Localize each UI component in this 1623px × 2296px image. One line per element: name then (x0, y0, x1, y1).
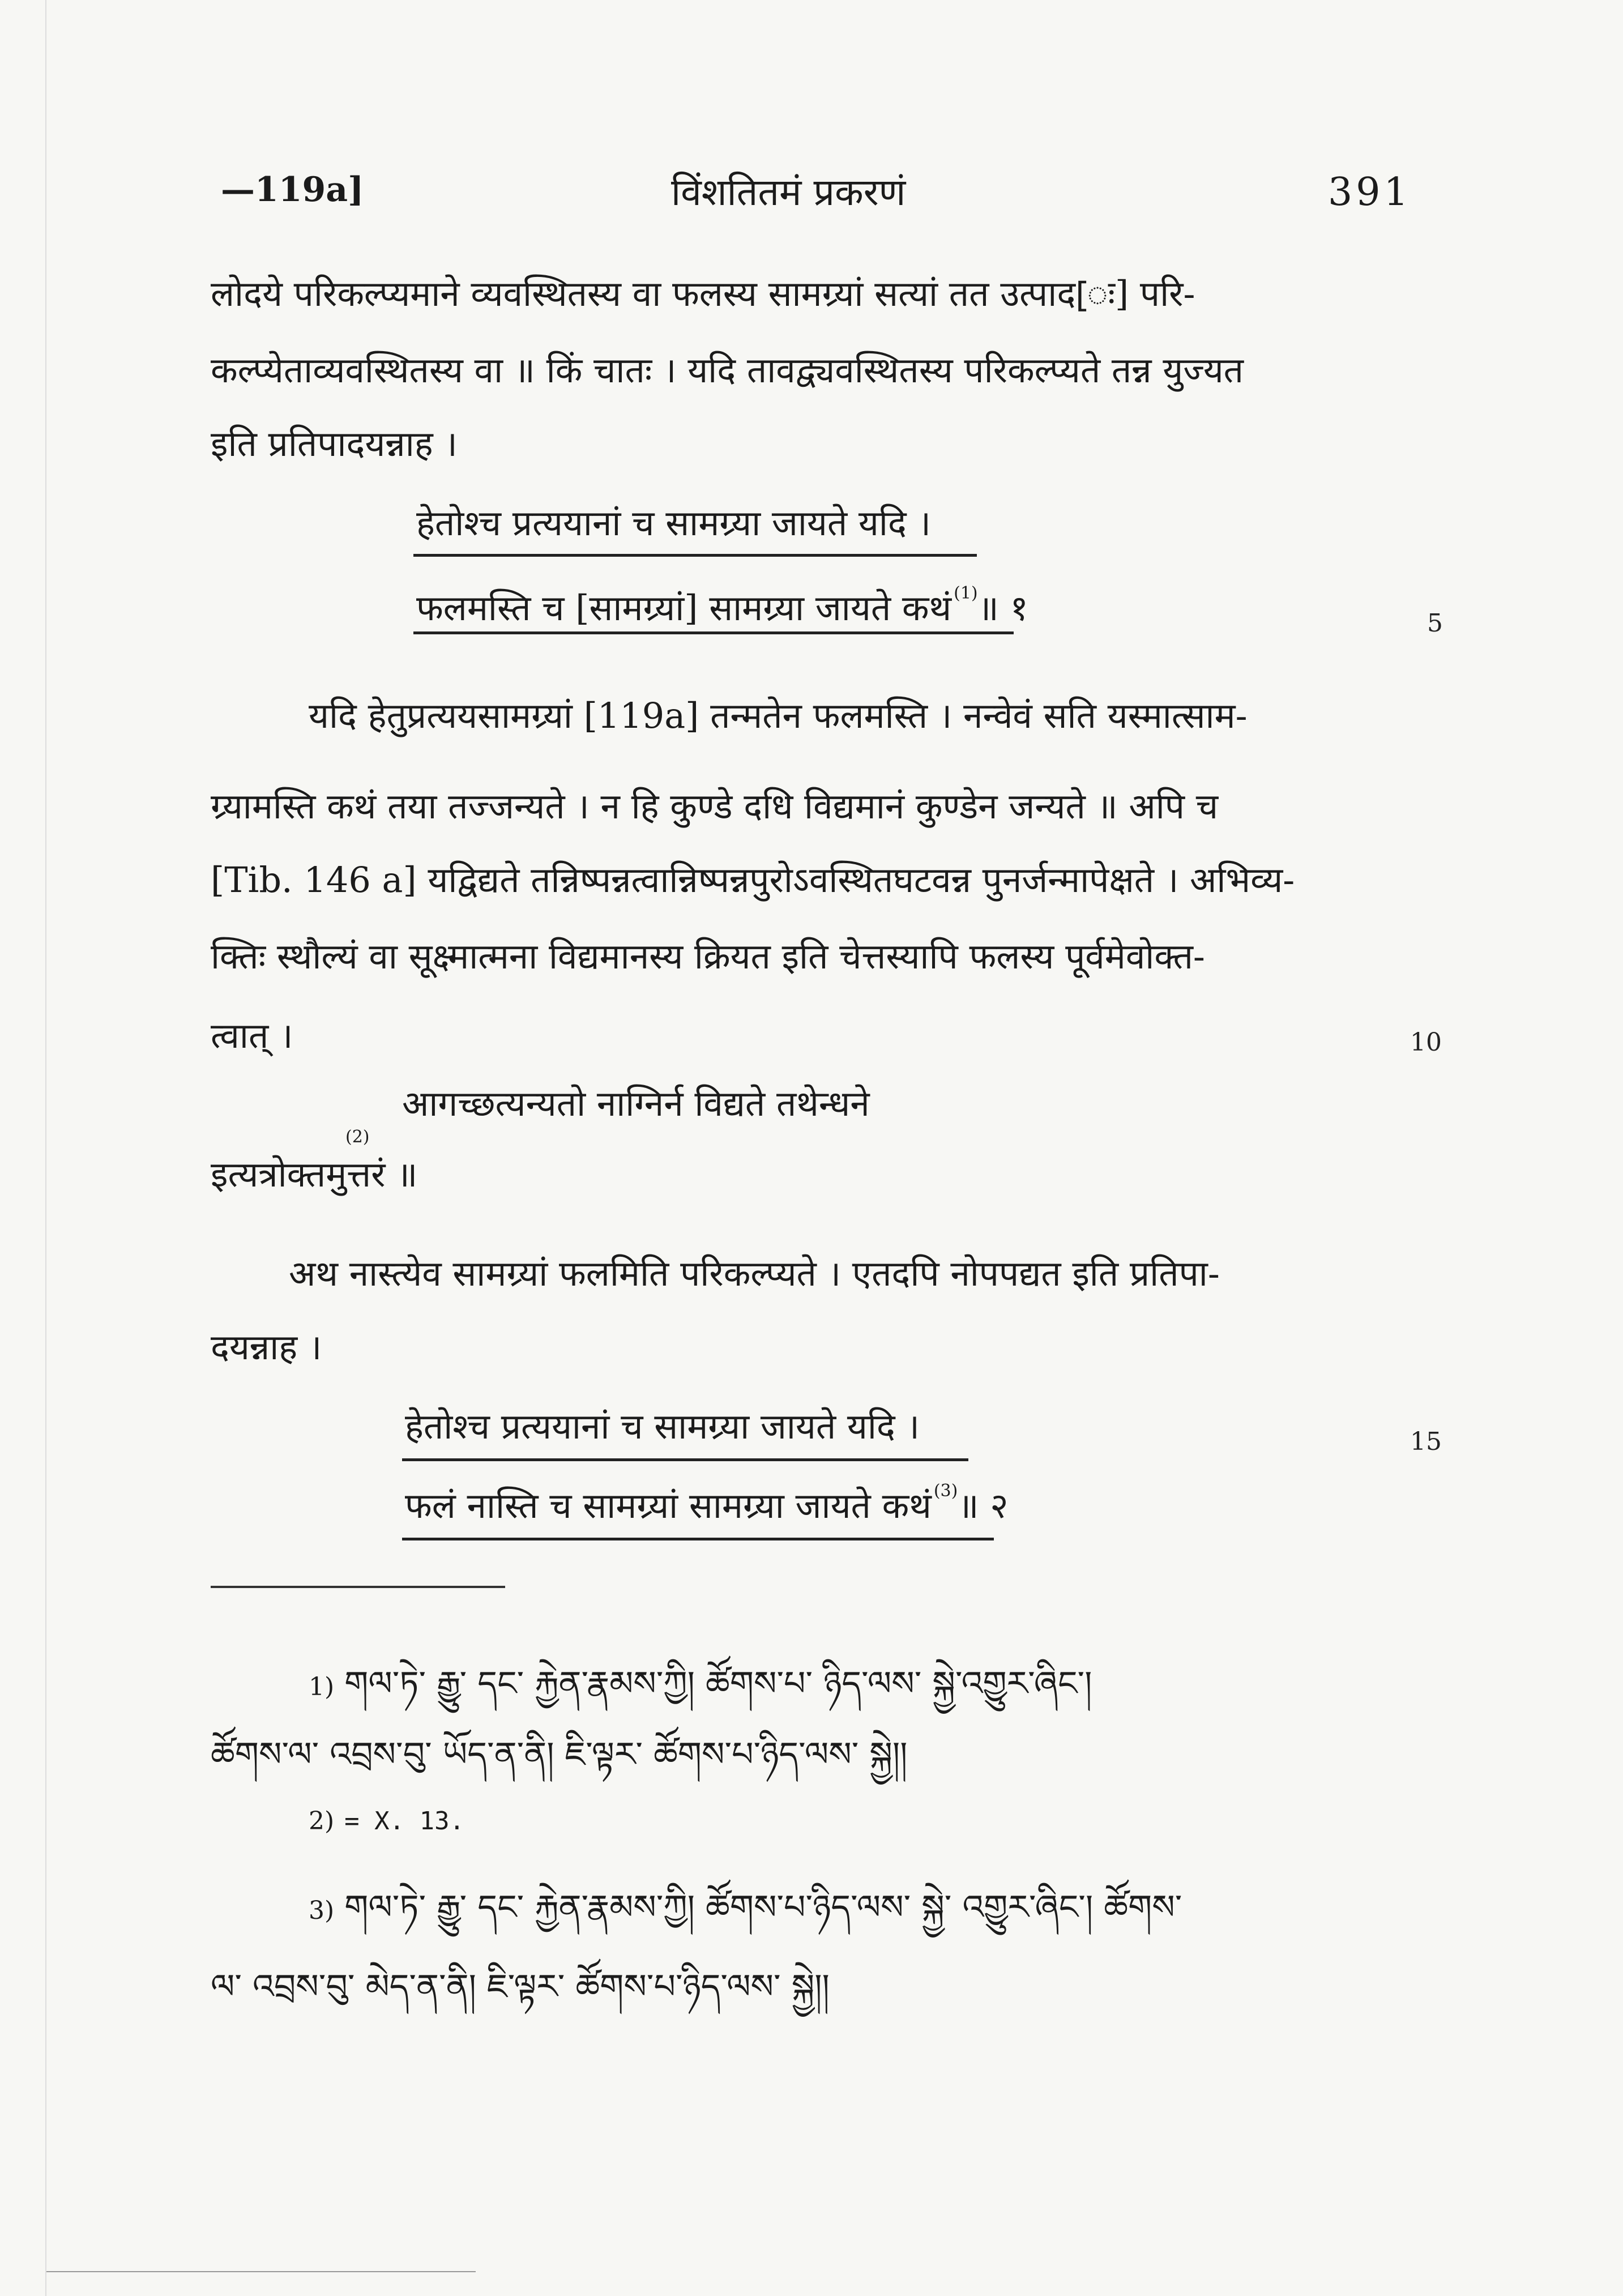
scan-margin-line (45, 0, 46, 2296)
para2-line-2: ग्र्यामस्ति कथं तया तज्जन्यते । न हि कुण्डे दधि विद्यमानं कुण्डेन जन्यते ॥ अपि च (211, 786, 1219, 827)
footnote-1-text-1: གལ་ཏེ་ རྒྱུ་ དང་ རྐྱེན་རྣམས་ཀྱི། ཚོགས་པ་ ཉིད་ལས་ སྐྱེ་འགྱུར་ཞིང་། (344, 1664, 1092, 1704)
para1-line-2: कल्प्येताव्यवस्थितस्य वा ॥ किं चातः । यदि तावद्व्यवस्थितस्य परिकल्प्यते तन्न युज्यत (211, 349, 1244, 391)
footnote-mark-1: (1) (954, 583, 978, 603)
footnote-3-number: 3) (309, 1896, 335, 1925)
footnote-2-number: 2) (309, 1807, 335, 1836)
para3-line-2: दयन्नाह । (211, 1326, 322, 1368)
verse2-line-1: हेतोश्च प्रत्ययानां च सामग्र्या जायते यदि । (405, 1406, 920, 1447)
footnote-3-text-1: གལ་ཏེ་ རྒྱུ་ དང་ རྐྱེན་རྣམས་ཀྱི། ཚོགས་པ་ཉིད་ལས་ སྐྱེ་ འགྱུར་ཞིང་། ཚོགས་ (344, 1888, 1182, 1927)
verse1-underline-2 (413, 631, 1014, 634)
footnote-2-text: = X. 13. (344, 1807, 465, 1836)
verse2-line-2-text: फलं नास्ति च सामग्र्यां सामग्र्या जायते कथं (405, 1485, 932, 1526)
footnote-1-number: 1) (309, 1672, 335, 1701)
verse2-underline-2 (402, 1538, 994, 1540)
para1-line-3: इति प्रतिपादयन्नाह । (211, 423, 458, 464)
para2-line-3: [Tib. 146 a] यद्विद्यते तन्निष्पन्नत्वान्निष्पन्नपुरोऽवस्थितघटवन्न पुनर्जन्मापेक्षते । अभिव्य- (211, 859, 1295, 901)
footnote-separator (211, 1586, 505, 1588)
line-number-15: 15 (1410, 1427, 1442, 1456)
para1-line-1: लोदये परिकल्प्यमाने व्यवस्थितस्य वा फलस्य सामग्र्यां सत्यां तत उत्पाद[ः] परि- (211, 273, 1195, 314)
para3-line-1: अथ नास्त्येव सामग्र्यां फलमिति परिकल्प्यते । एतदपि नोपपद्यत इति प्रतिपा- (289, 1253, 1220, 1294)
quote-line-2: इत्यत्रोक्तमुत्तरं ॥ (211, 1154, 418, 1195)
verse1-line-2 (416, 583, 1028, 631)
footnote-2 (309, 1798, 464, 1838)
verse1-line-2-text: फलमस्ति च [सामग्र्यां] सामग्र्या जायते कथं (416, 587, 952, 629)
line-number-5: 5 (1427, 609, 1443, 638)
scan-edge-line (45, 2271, 476, 2272)
footnote-1-line-2: ཚོགས་ལ་ འབྲས་བུ་ ཡོད་ན་ནི། ཇི་ལྟར་ ཚོགས་པ་ཉིད་ལས་ སྐྱེ།། (211, 1735, 908, 1774)
verse1-end: ॥ १ (977, 587, 1028, 629)
verse1-line-1: हेतोश्च प्रत्ययानां च सामग्र्या जायते यदि । (416, 502, 932, 544)
footnote-mark-3: (3) (933, 1481, 958, 1501)
header-ref: —119a] (221, 170, 364, 210)
para2-line-1: यदि हेतुप्रत्ययसामग्र्यां [119a] तन्मतेन फलमस्ति । नन्वेवं सति यस्मात्साम- (309, 695, 1248, 736)
page-number: 391 (1328, 170, 1412, 215)
footnote-mark-2: (2) (345, 1127, 370, 1147)
footnote-3-line-2: ལ་ འབྲས་བུ་ མེད་ན་ནི། ཇི་ལྟར་ ཚོགས་པ་ཉིད་ལས་ སྐྱེ།། (211, 1967, 830, 2007)
verse2-end: ॥ २ (958, 1485, 1009, 1526)
verse2-line-2 (405, 1481, 1008, 1529)
header-title: विंशतितमं प्रकरणं (671, 170, 906, 214)
para2-line-5: त्वात् । (211, 1015, 293, 1056)
line-number-10: 10 (1410, 1028, 1442, 1057)
verse1-underline-1 (413, 554, 977, 557)
quote-line-1: आगच्छत्यन्यतो नाग्निर्न विद्यते तथेन्धने (402, 1083, 870, 1124)
para2-line-4: क्तिः स्थौल्यं वा सूक्ष्मात्मना विद्यमानस्य क्रियत इति चेत्तस्यापि फलस्य पूर्वमेवोक्त- (211, 936, 1205, 977)
verse2-underline-1 (402, 1458, 968, 1461)
